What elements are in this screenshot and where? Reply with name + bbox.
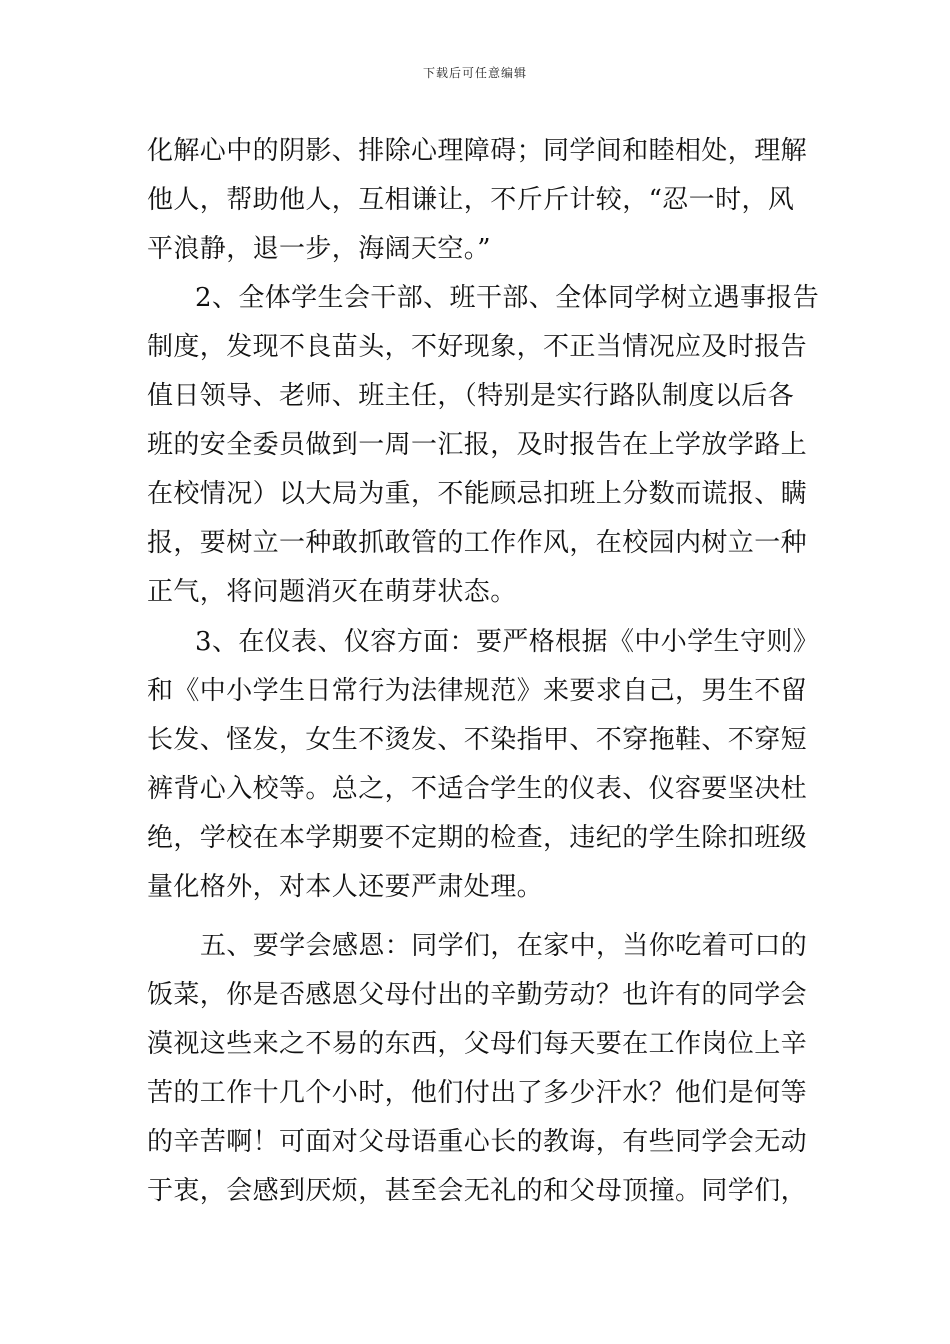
body-line: 绝，学校在本学期要不定期的检查，违纪的学生除扣班级	[147, 823, 808, 853]
body-line: 苦的工作十几个小时，他们付出了多少汗水？他们是何等	[147, 1078, 808, 1108]
body-line: 长发、怪发，女生不烫发、不染指甲、不穿拖鞋、不穿短	[147, 725, 808, 755]
paragraph-start-line: 3、在仪表、仪容方面：要严格根据《中小学生守则》	[195, 627, 820, 657]
body-line: 班的安全委员做到一周一汇报，及时报告在上学放学路上	[147, 430, 808, 460]
body-line: 正气，将问题消灭在萌芽状态。	[147, 577, 517, 607]
body-line: 量化格外，对本人还要严肃处理。	[147, 872, 544, 902]
body-line: 他人，帮助他人，互相谦让，不斤斤计较，“忍一时，风	[147, 185, 795, 215]
paragraph-start-line: 五、要学会感恩：同学们，在家中，当你吃着可口的	[200, 931, 808, 961]
body-line: 化解心中的阴影、排除心理障碍；同学间和睦相处，理解	[147, 136, 808, 166]
body-line: 报，要树立一种敢抓敢管的工作作风，在校园内树立一种	[147, 528, 808, 558]
page-header: 下载后可任意编辑	[422, 66, 527, 80]
body-line: 漠视这些来之不易的东西，父母们每天要在工作岗位上辛	[147, 1029, 808, 1059]
body-line: 值日领导、老师、班主任，（特别是实行路队制度以后各	[147, 381, 795, 411]
body-line: 裤背心入校等。总之，不适合学生的仪表、仪容要坚决杜	[147, 774, 808, 804]
body-line: 制度，发现不良苗头，不好现象，不正当情况应及时报告	[147, 332, 808, 362]
body-line: 在校情况）以大局为重，不能顾忌扣班上分数而谎报、瞒	[147, 479, 808, 509]
paragraph-start-line: 2、全体学生会干部、班干部、全体同学树立遇事报告	[195, 283, 820, 313]
body-line: 和《中小学生日常行为法律规范》来要求自己，男生不留	[147, 676, 808, 706]
body-line: 饭菜，你是否感恩父母付出的辛勤劳动？也许有的同学会	[147, 980, 808, 1010]
body-line: 于衷，会感到厌烦，甚至会无礼的和父母顶撞。同学们，	[147, 1176, 808, 1206]
body-line: 的辛苦啊！可面对父母语重心长的教诲，有些同学会无动	[147, 1127, 808, 1157]
body-line: 平浪静，退一步，海阔天空。”	[147, 234, 491, 264]
